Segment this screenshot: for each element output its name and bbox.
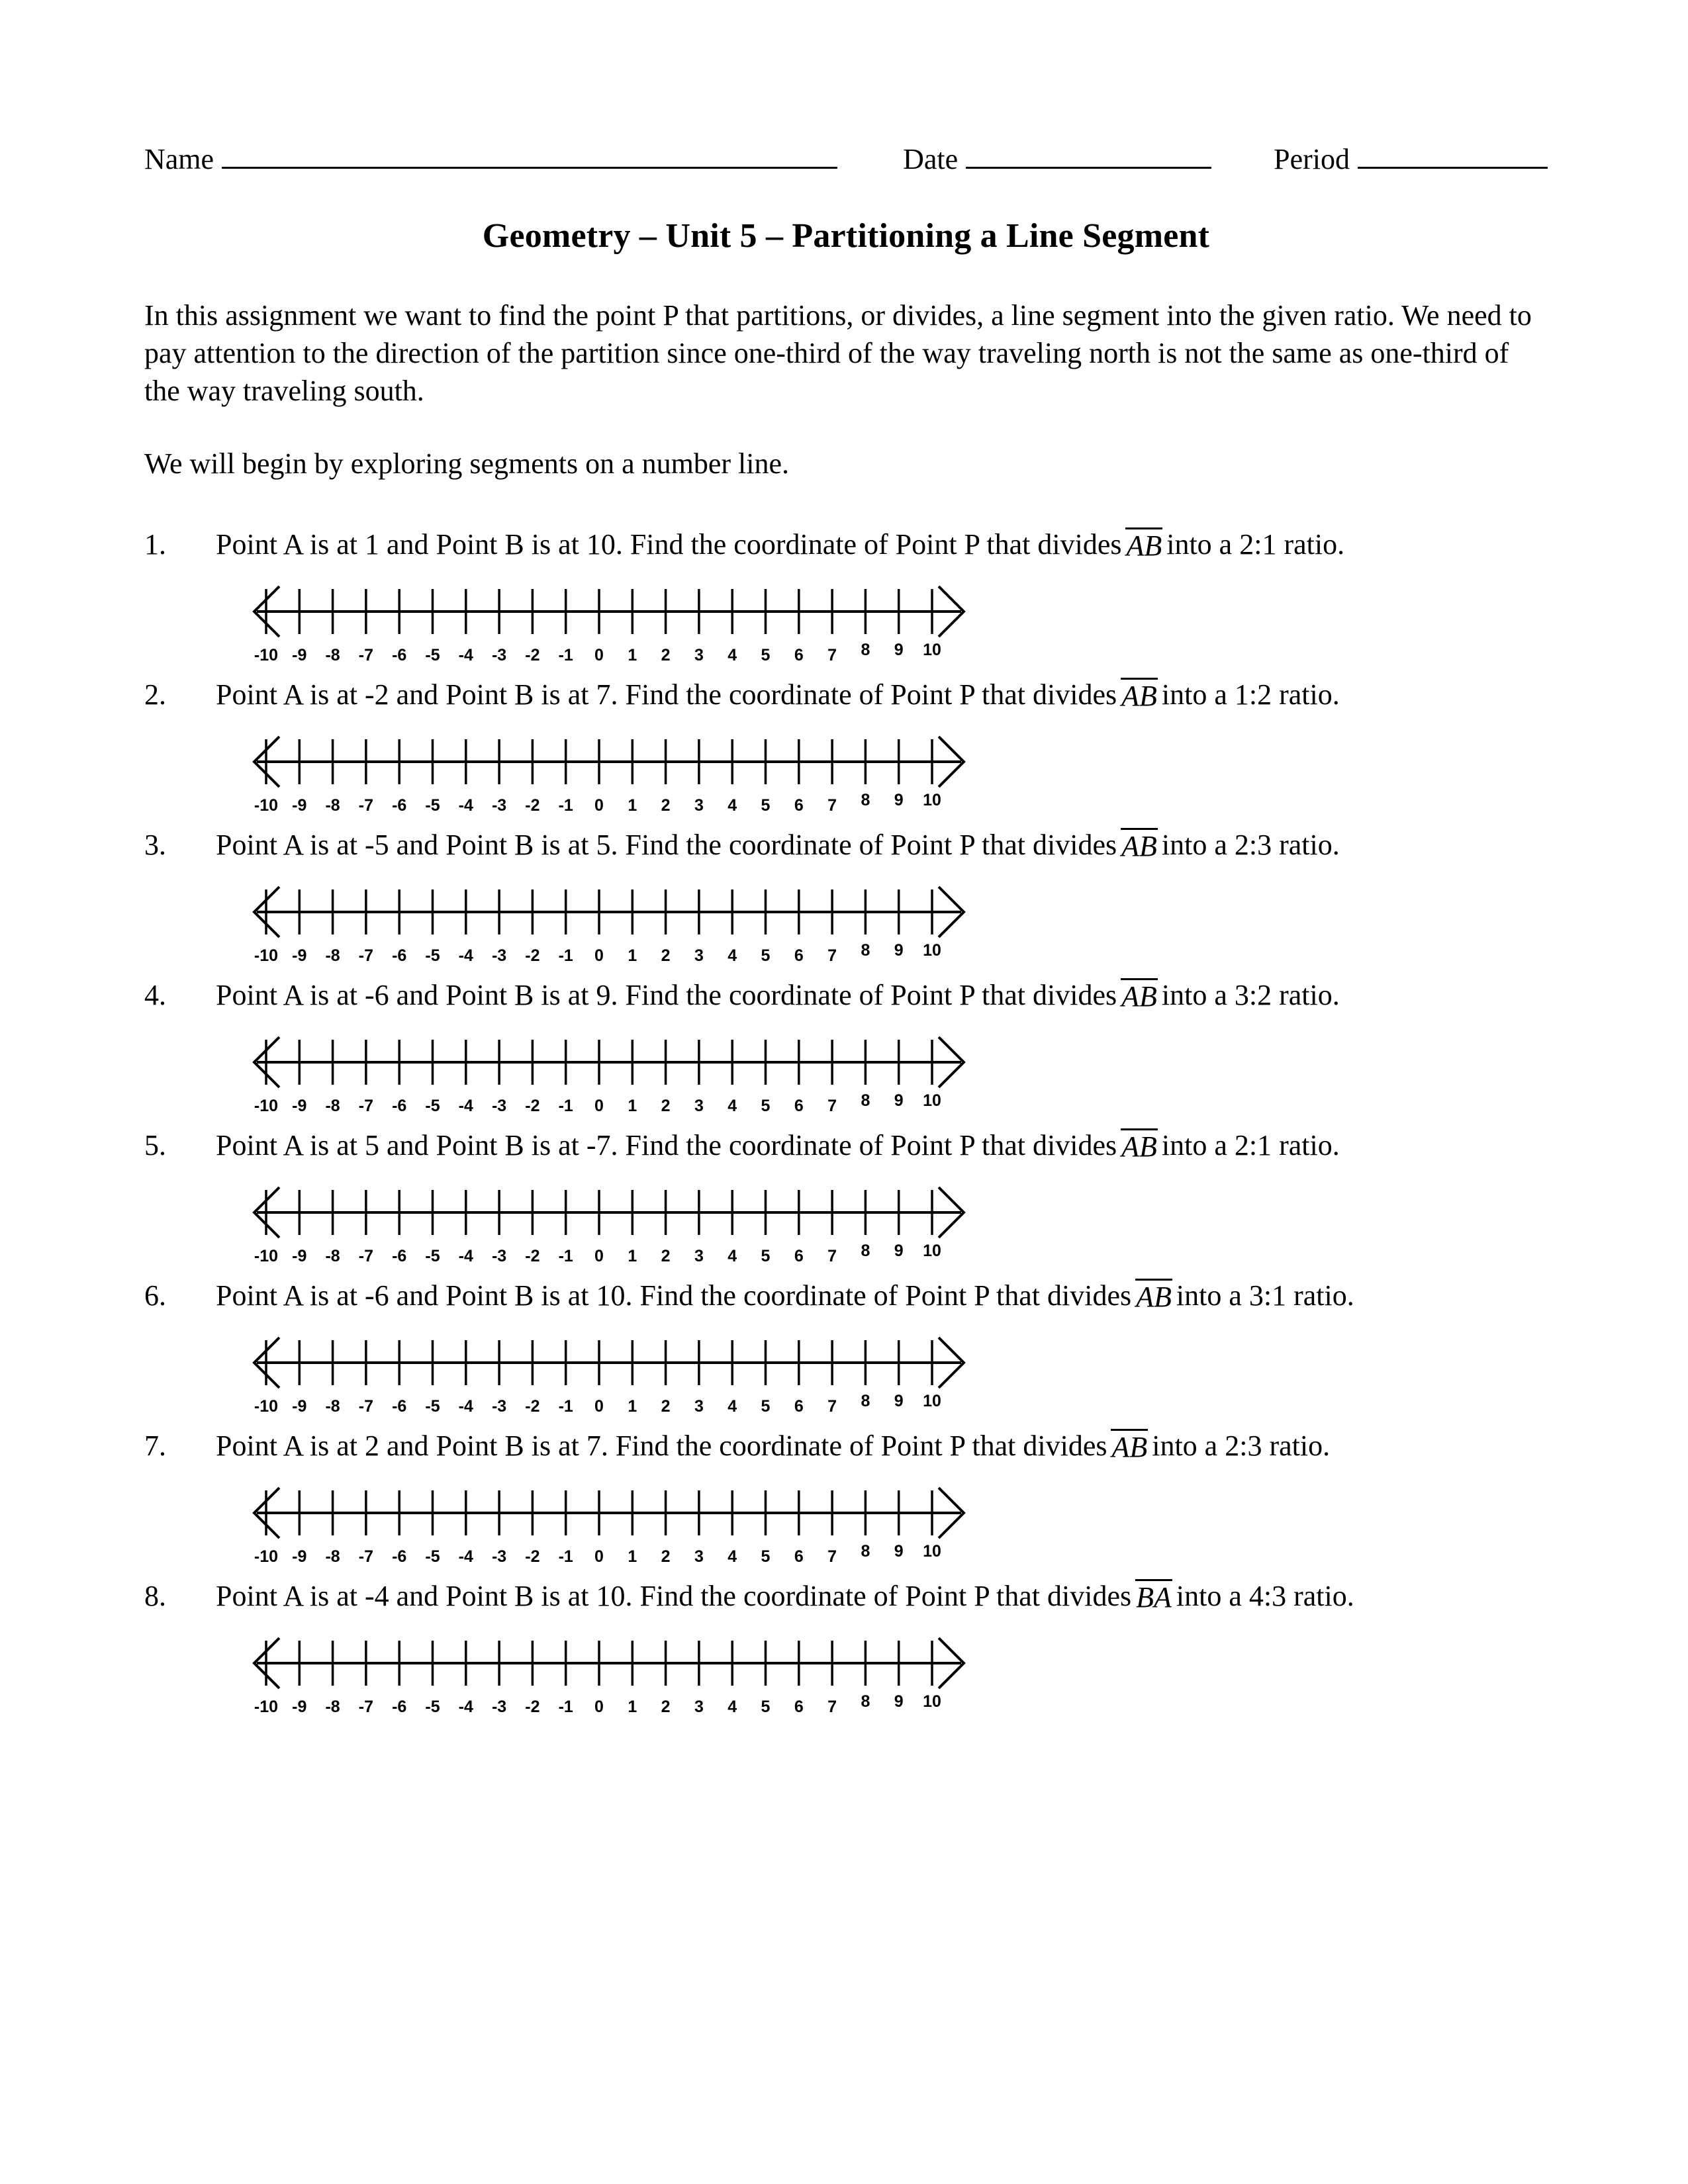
svg-text:2: 2 [661,796,671,815]
svg-text:-8: -8 [325,1246,340,1265]
number-line-container[interactable] [218,878,1548,977]
svg-text:-5: -5 [425,645,440,664]
svg-text:-3: -3 [491,1547,507,1566]
svg-text:0: 0 [594,796,604,815]
svg-text:5: 5 [761,1396,771,1416]
svg-text:2: 2 [661,1096,671,1115]
number-line-container[interactable] [218,1178,1548,1277]
svg-text:-7: -7 [358,1697,374,1716]
svg-text:2: 2 [661,946,671,965]
svg-text:-4: -4 [458,1246,473,1265]
svg-text:0: 0 [594,1396,604,1416]
svg-text:2: 2 [661,1396,671,1416]
svg-text:7: 7 [827,1396,837,1416]
svg-text:5: 5 [761,796,771,815]
problem-prefix-text: Point A is at -2 and Point B is at 7. Find the coordinate of Point P that divides [216,678,1117,711]
svg-text:3: 3 [694,1396,704,1416]
svg-text:-5: -5 [425,1096,440,1115]
svg-text:4: 4 [727,645,737,664]
svg-text:-6: -6 [392,1096,407,1115]
svg-text:-9: -9 [292,796,307,815]
segment-notation: AB [1111,1429,1148,1463]
svg-text:7: 7 [827,1246,837,1265]
svg-text:-5: -5 [425,946,440,965]
date-blank-line[interactable] [966,144,1211,169]
problem-body [216,1127,1548,1163]
problem-item [144,526,1548,676]
segment-notation: AB [1121,828,1158,862]
problem-item [144,1127,1548,1277]
svg-text:10: 10 [923,1391,941,1410]
svg-text:7: 7 [827,1697,837,1716]
svg-text:-2: -2 [525,796,540,815]
svg-text:-4: -4 [458,1096,473,1115]
svg-text:-2: -2 [525,645,540,664]
problem-prefix-text: Point A is at -5 and Point B is at 5. Find the coordinate of Point P that divides [216,828,1117,861]
svg-text:6: 6 [794,1096,804,1115]
segment-notation: AB [1125,527,1162,561]
problem-body [216,1277,1548,1314]
svg-text:6: 6 [794,645,804,664]
problem-prefix-text: Point A is at -4 and Point B is at 10. Find the coordinate of Point P that divides [216,1579,1132,1612]
svg-text:-6: -6 [392,796,407,815]
svg-text:6: 6 [794,1396,804,1416]
name-label: Name [144,143,214,175]
svg-text:-1: -1 [558,796,573,815]
svg-text:-3: -3 [491,645,507,664]
problem-item [144,1277,1548,1428]
svg-text:-4: -4 [458,796,473,815]
svg-text:8: 8 [861,940,870,960]
svg-text:5: 5 [761,1246,771,1265]
problem-item [144,977,1548,1127]
svg-text:8: 8 [861,1391,870,1410]
number-line-7 [218,1479,1000,1578]
number-line-6 [218,1328,1000,1428]
svg-text:-8: -8 [325,1396,340,1416]
number-line-1 [218,577,1000,676]
period-blank-line[interactable] [1358,144,1548,169]
svg-text:-4: -4 [458,1697,473,1716]
svg-text:-5: -5 [425,1246,440,1265]
svg-text:10: 10 [923,640,941,659]
problem-body [216,676,1548,713]
svg-text:-9: -9 [292,1096,307,1115]
svg-text:6: 6 [794,796,804,815]
problem-suffix-text: into a 2:1 ratio. [1161,1128,1340,1161]
period-label: Period [1274,143,1350,175]
svg-text:-4: -4 [458,946,473,965]
svg-text:-3: -3 [491,1396,507,1416]
page-title: Geometry – Unit 5 – Partitioning a Line Segment [482,217,1210,255]
svg-text:-1: -1 [558,645,573,664]
svg-text:5: 5 [761,1697,771,1716]
svg-text:2: 2 [661,1547,671,1566]
problem-statement [144,1428,1548,1464]
svg-text:4: 4 [727,1697,737,1716]
problem-statement [144,1127,1548,1163]
svg-text:1: 1 [628,1547,637,1566]
intro-paragraph-2: We will begin by exploring segments on a number line. [144,447,790,480]
svg-text:-4: -4 [458,1396,473,1416]
svg-text:-3: -3 [491,1096,507,1115]
student-info-header [144,144,1548,174]
svg-text:9: 9 [894,940,904,960]
svg-text:-2: -2 [525,946,540,965]
svg-text:8: 8 [861,1241,870,1260]
svg-text:4: 4 [727,1246,737,1265]
svg-text:1: 1 [628,946,637,965]
svg-text:-7: -7 [358,946,374,965]
svg-text:3: 3 [694,1697,704,1716]
svg-text:-8: -8 [325,796,340,815]
svg-text:7: 7 [827,645,837,664]
problem-body [216,1578,1548,1614]
svg-text:7: 7 [827,1547,837,1566]
problem-body [216,827,1548,863]
svg-text:-9: -9 [292,1246,307,1265]
svg-text:5: 5 [761,1547,771,1566]
svg-text:-1: -1 [558,1096,573,1115]
problem-statement [144,1277,1548,1314]
number-line-5 [218,1178,1000,1277]
svg-text:0: 0 [594,1246,604,1265]
svg-text:-6: -6 [392,946,407,965]
svg-text:3: 3 [694,645,704,664]
svg-text:3: 3 [694,1096,704,1115]
problem-item [144,1428,1548,1578]
problem-body [216,1428,1548,1464]
number-line-4 [218,1028,1000,1127]
svg-text:-2: -2 [525,1096,540,1115]
name-blank-line[interactable] [222,144,837,169]
svg-text:-7: -7 [358,1096,374,1115]
number-line-container[interactable] [218,1028,1548,1127]
number-line-2 [218,727,1000,827]
svg-text:1: 1 [628,1096,637,1115]
svg-text:2: 2 [661,1697,671,1716]
problem-statement [144,977,1548,1013]
problem-number: 2. [144,678,166,711]
problem-number: 3. [144,828,166,861]
svg-text:9: 9 [894,1241,904,1260]
svg-text:-7: -7 [358,1547,374,1566]
svg-text:8: 8 [861,1692,870,1711]
svg-text:1: 1 [628,1396,637,1416]
svg-text:-1: -1 [558,1246,573,1265]
problem-suffix-text: into a 2:3 ratio. [1152,1429,1331,1462]
svg-text:-10: -10 [254,1547,279,1566]
svg-text:5: 5 [761,645,771,664]
svg-text:0: 0 [594,645,604,664]
problem-item [144,676,1548,827]
svg-text:-10: -10 [254,645,279,664]
svg-text:2: 2 [661,1246,671,1265]
problem-suffix-text: into a 2:1 ratio. [1166,527,1345,561]
svg-text:-8: -8 [325,645,340,664]
svg-text:-7: -7 [358,1246,374,1265]
svg-text:-10: -10 [254,1396,279,1416]
problem-suffix-text: into a 3:1 ratio. [1176,1279,1354,1312]
svg-text:6: 6 [794,1246,804,1265]
svg-text:9: 9 [894,1391,904,1410]
segment-notation: AB [1135,1279,1172,1312]
svg-text:10: 10 [923,1541,941,1561]
svg-text:4: 4 [727,946,737,965]
page-content [144,0,1548,1728]
number-line-3 [218,878,1000,977]
svg-text:7: 7 [827,1096,837,1115]
svg-text:-9: -9 [292,1697,307,1716]
svg-text:10: 10 [923,1692,941,1711]
svg-text:6: 6 [794,946,804,965]
svg-text:10: 10 [923,940,941,960]
problem-suffix-text: into a 4:3 ratio. [1176,1579,1354,1612]
svg-text:-8: -8 [325,1697,340,1716]
svg-text:9: 9 [894,640,904,659]
svg-text:-2: -2 [525,1547,540,1566]
segment-notation: AB [1121,678,1158,711]
svg-text:4: 4 [727,796,737,815]
svg-text:9: 9 [894,1541,904,1561]
svg-text:-6: -6 [392,645,407,664]
svg-text:-8: -8 [325,1096,340,1115]
svg-text:10: 10 [923,1091,941,1110]
svg-text:-5: -5 [425,1547,440,1566]
svg-text:1: 1 [628,645,637,664]
svg-text:1: 1 [628,796,637,815]
problem-number: 8. [144,1579,166,1612]
svg-text:3: 3 [694,1246,704,1265]
svg-text:-5: -5 [425,1697,440,1716]
svg-text:-7: -7 [358,645,374,664]
problem-body [216,977,1548,1013]
svg-text:-8: -8 [325,1547,340,1566]
problem-item [144,827,1548,977]
problem-number: 4. [144,978,166,1011]
number-line-container[interactable] [218,1629,1548,1728]
problem-prefix-text: Point A is at -6 and Point B is at 10. Find the coordinate of Point P that divides [216,1279,1132,1312]
svg-text:-10: -10 [254,946,279,965]
svg-text:0: 0 [594,1547,604,1566]
number-line-8 [218,1629,1000,1728]
svg-text:3: 3 [694,796,704,815]
svg-text:-6: -6 [392,1246,407,1265]
svg-text:7: 7 [827,796,837,815]
svg-text:3: 3 [694,1547,704,1566]
svg-text:-9: -9 [292,946,307,965]
problem-suffix-text: into a 2:3 ratio. [1161,828,1340,861]
svg-text:-5: -5 [425,796,440,815]
problem-item [144,1578,1548,1728]
problem-number: 7. [144,1429,166,1462]
problem-body [216,526,1548,563]
segment-notation: AB [1121,978,1158,1012]
svg-text:-2: -2 [525,1246,540,1265]
svg-text:3: 3 [694,946,704,965]
svg-text:-3: -3 [491,796,507,815]
problem-suffix-text: into a 1:2 ratio. [1161,678,1340,711]
svg-text:6: 6 [794,1547,804,1566]
problem-prefix-text: Point A is at 5 and Point B is at -7. Find the coordinate of Point P that divides [216,1128,1117,1161]
svg-text:-6: -6 [392,1396,407,1416]
svg-text:0: 0 [594,946,604,965]
svg-text:5: 5 [761,1096,771,1115]
svg-text:0: 0 [594,1096,604,1115]
svg-text:-10: -10 [254,1697,279,1716]
svg-text:9: 9 [894,1091,904,1110]
svg-text:-10: -10 [254,796,279,815]
svg-text:-2: -2 [525,1697,540,1716]
svg-text:-9: -9 [292,1547,307,1566]
svg-text:10: 10 [923,790,941,809]
svg-text:8: 8 [861,1091,870,1110]
problem-statement [144,526,1548,563]
svg-text:-1: -1 [558,946,573,965]
svg-text:8: 8 [861,640,870,659]
problem-statement [144,676,1548,713]
svg-text:2: 2 [661,645,671,664]
problem-suffix-text: into a 3:2 ratio. [1161,978,1340,1011]
svg-text:-6: -6 [392,1547,407,1566]
svg-text:4: 4 [727,1396,737,1416]
problem-list [144,526,1548,1728]
svg-text:1: 1 [628,1697,637,1716]
svg-text:5: 5 [761,946,771,965]
number-line-container[interactable] [218,1328,1548,1428]
svg-text:7: 7 [827,946,837,965]
date-label: Date [903,143,959,175]
problem-number: 6. [144,1279,166,1312]
svg-text:9: 9 [894,790,904,809]
svg-text:1: 1 [628,1246,637,1265]
svg-text:8: 8 [861,790,870,809]
svg-text:-3: -3 [491,946,507,965]
svg-text:0: 0 [594,1697,604,1716]
svg-text:4: 4 [727,1547,737,1566]
svg-text:-5: -5 [425,1396,440,1416]
svg-text:6: 6 [794,1697,804,1716]
svg-text:-6: -6 [392,1697,407,1716]
svg-text:-2: -2 [525,1396,540,1416]
svg-text:-3: -3 [491,1246,507,1265]
svg-text:-4: -4 [458,645,473,664]
svg-text:-1: -1 [558,1396,573,1416]
problem-number: 1. [144,527,166,561]
svg-text:-7: -7 [358,796,374,815]
svg-text:-10: -10 [254,1246,279,1265]
svg-text:10: 10 [923,1241,941,1260]
number-line-container[interactable] [218,577,1548,676]
problem-prefix-text: Point A is at -6 and Point B is at 9. Find the coordinate of Point P that divides [216,978,1117,1011]
svg-text:-10: -10 [254,1096,279,1115]
svg-text:-4: -4 [458,1547,473,1566]
svg-text:-7: -7 [358,1396,374,1416]
svg-text:8: 8 [861,1541,870,1561]
problem-number: 5. [144,1128,166,1161]
svg-text:-9: -9 [292,645,307,664]
svg-text:4: 4 [727,1096,737,1115]
problem-statement [144,1578,1548,1614]
svg-text:9: 9 [894,1692,904,1711]
number-line-container[interactable] [218,727,1548,827]
intro-paragraph-1: In this assignment we want to find the point P that partitions, or divides, a line segment into the given ratio. We need to pay attention to the direction of the partition since one-third of the way traveling north is not the same as one-third of the way traveling south. [144,299,1532,408]
svg-text:-1: -1 [558,1547,573,1566]
svg-text:-8: -8 [325,946,340,965]
problem-prefix-text: Point A is at 2 and Point B is at 7. Find the coordinate of Point P that divides [216,1429,1107,1462]
svg-text:-9: -9 [292,1396,307,1416]
problem-prefix-text: Point A is at 1 and Point B is at 10. Find the coordinate of Point P that divides [216,527,1122,561]
segment-notation: BA [1135,1579,1172,1613]
svg-text:-1: -1 [558,1697,573,1716]
number-line-container[interactable] [218,1479,1548,1578]
segment-notation: AB [1121,1128,1158,1162]
svg-text:-3: -3 [491,1697,507,1716]
problem-statement [144,827,1548,863]
